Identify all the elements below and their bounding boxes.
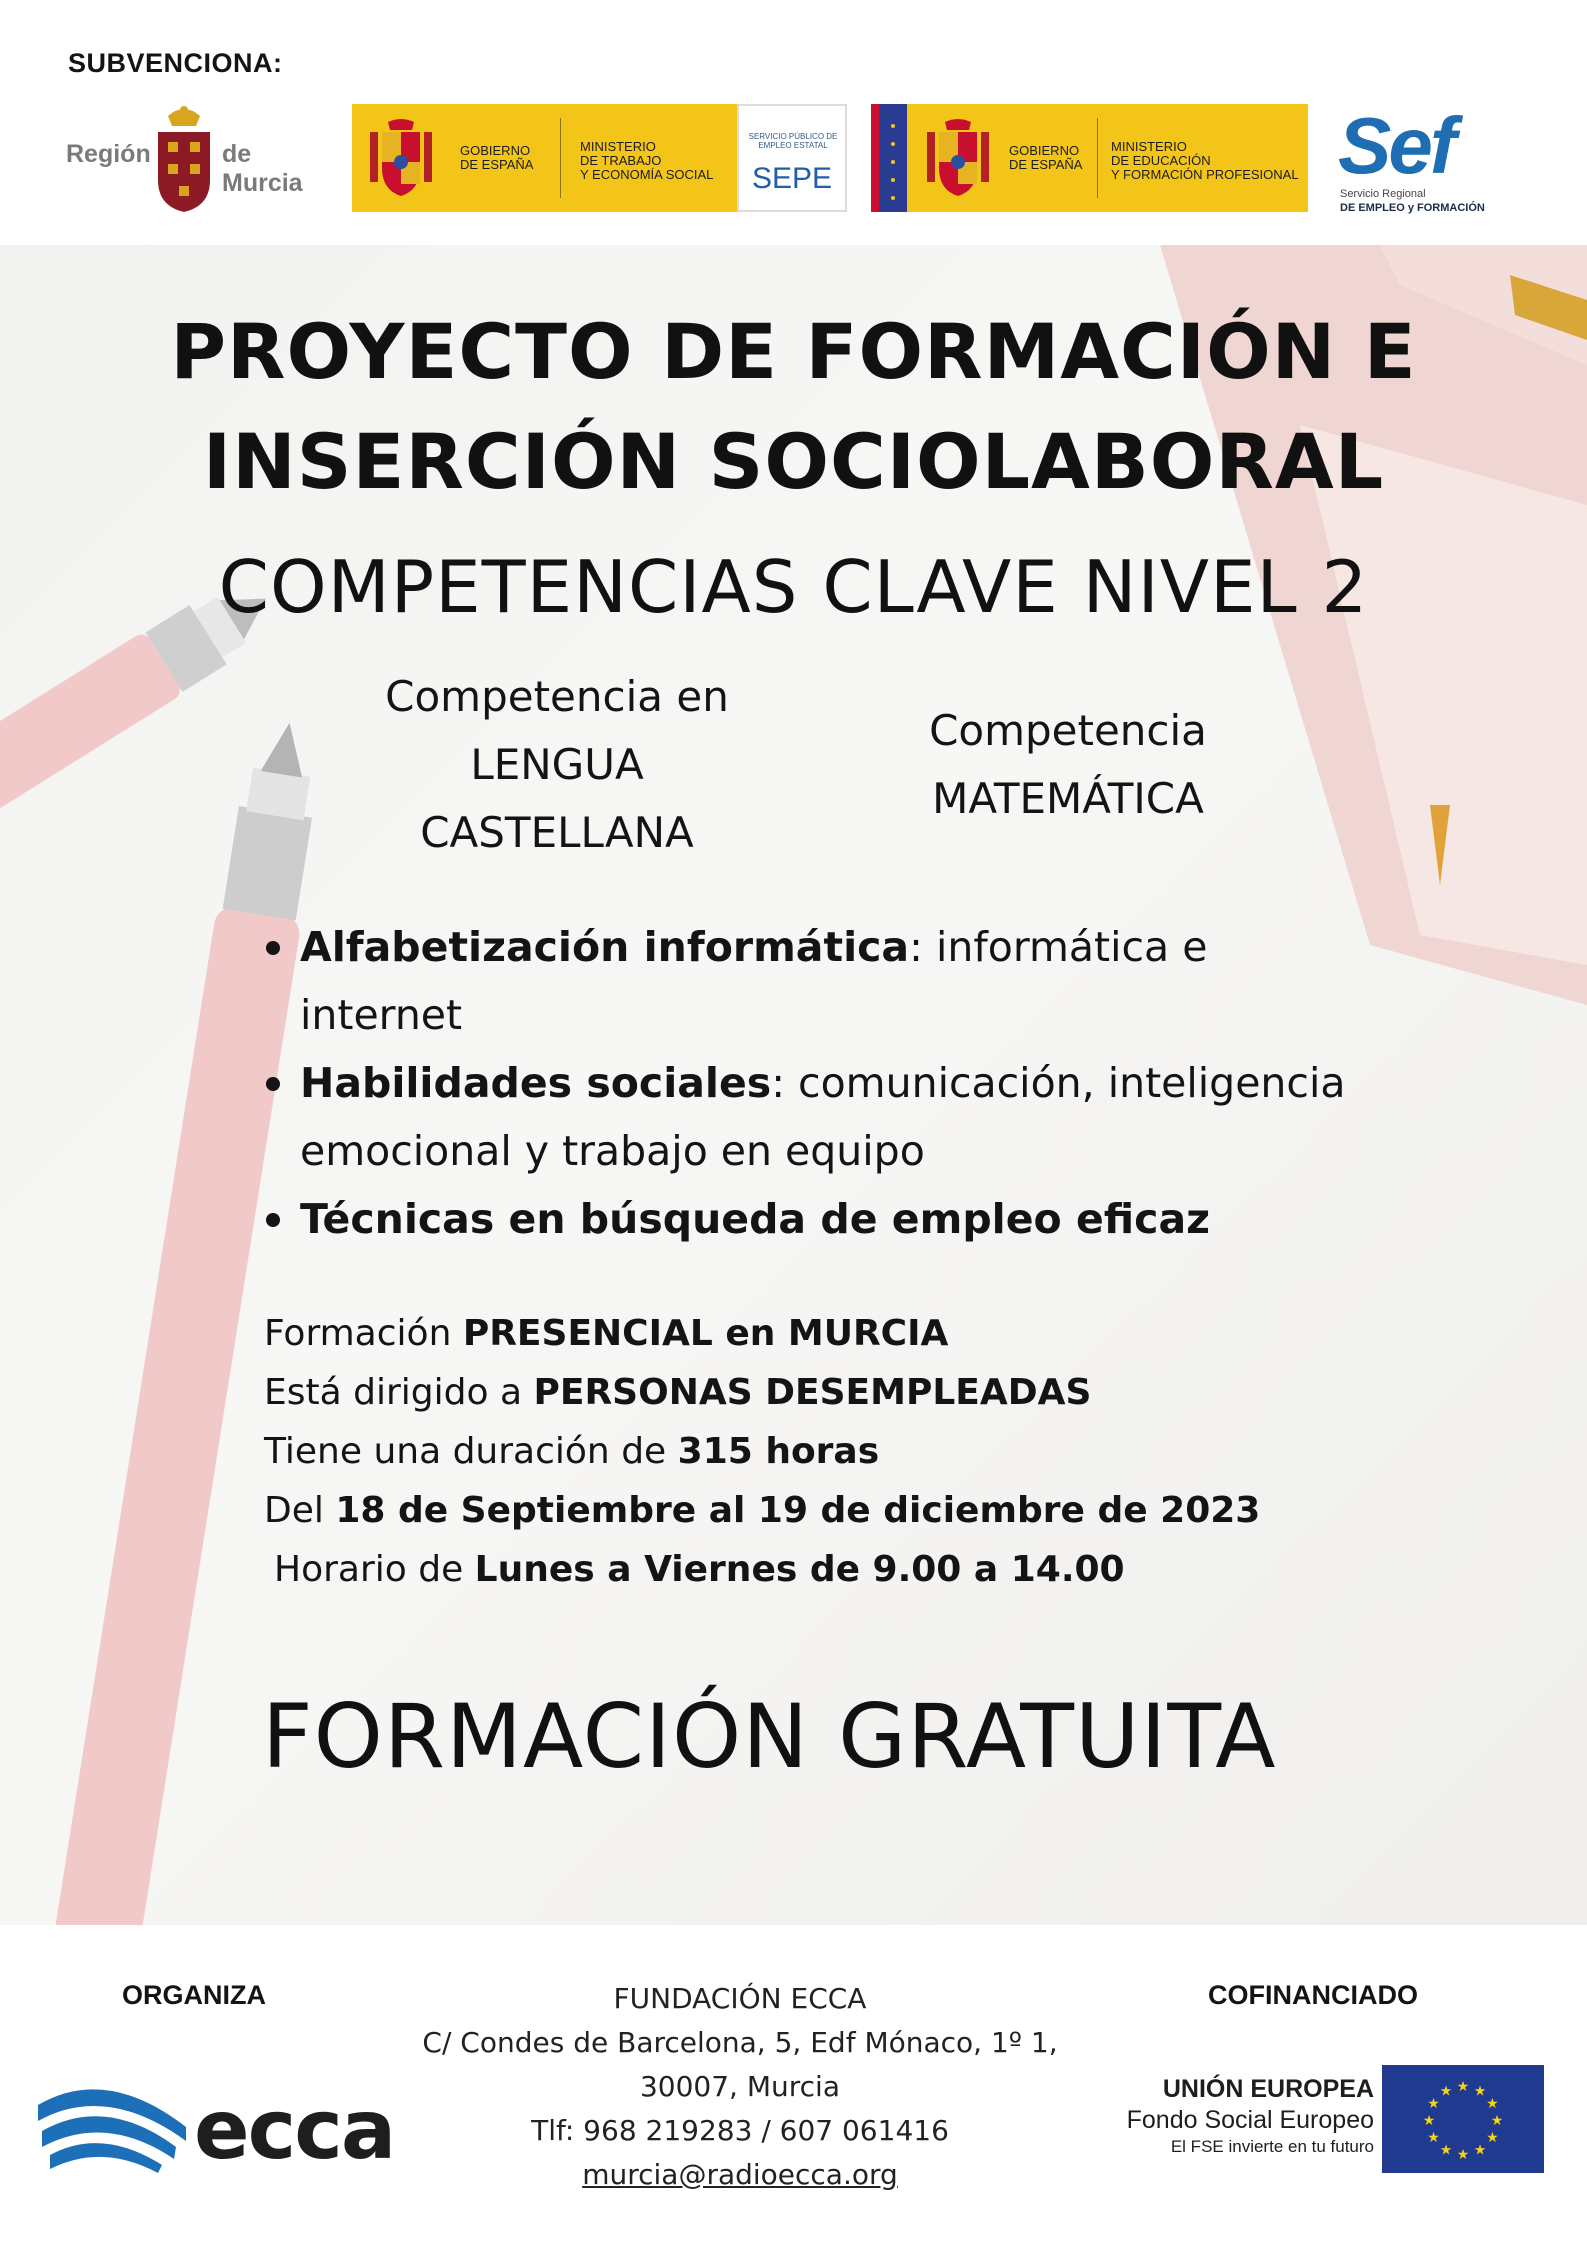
eu-star-icon: ★ — [1486, 2096, 1499, 2112]
ministerio-line-1: MINISTERIO — [580, 139, 656, 154]
gobierno-line-1: GOBIERNO — [1009, 143, 1080, 158]
eu-star-icon: ★ — [1486, 2130, 1499, 2146]
murcia-logo-text-left: Región — [66, 140, 151, 168]
info-value: PRESENCIAL en MURCIA — [462, 1313, 949, 1354]
ministerio-line-3: Y FORMACIÓN PROFESIONAL — [1111, 167, 1299, 182]
union-europea-logo — [1108, 2065, 1548, 2175]
ministerio-line-2: DE TRABAJO — [580, 153, 662, 168]
gobierno-line-1: GOBIERNO — [460, 143, 531, 158]
sponsor-header — [0, 0, 1587, 245]
spain-shield-icon — [923, 118, 993, 198]
eu-star-icon: ★ — [1439, 2142, 1453, 2159]
gobierno-trabajo-logo — [352, 104, 737, 212]
org-address-line-1: C/ Condes de Barcelona, 5, Edf Mónaco, 1º 1, — [422, 2026, 1058, 2059]
sepe-logo — [737, 104, 847, 212]
info-label: Formación — [264, 1313, 463, 1354]
organizer-contact — [380, 1977, 1100, 2197]
info-value: PERSONAS DESEMPLEADAS — [533, 1372, 1092, 1413]
list-item — [262, 1049, 1382, 1185]
ecca-waves-icon — [36, 2065, 196, 2175]
info-value: 18 de Septiembre al 19 de diciembre de 2023 — [335, 1490, 1261, 1531]
info-modalidad — [264, 1311, 948, 1357]
list-item — [262, 913, 1382, 1049]
info-horario — [274, 1547, 1125, 1593]
main-title-line-3: COMPETENCIAS CLAVE NIVEL 2 — [218, 545, 1369, 629]
eu-line-3: El FSE invierte en tu futuro — [1170, 2137, 1374, 2156]
eu-star-icon: ★ — [1427, 2130, 1440, 2146]
murcia-crest-icon — [154, 102, 214, 214]
bullet-dot-icon — [266, 941, 280, 955]
bullet-bold: Técnicas en búsqueda de empleo eficaz — [300, 1195, 1211, 1243]
eu-line-2: Fondo Social Europeo — [1126, 2106, 1374, 2134]
eu-star-icon: ★ — [1439, 2083, 1453, 2100]
ecca-name: ecca — [194, 2083, 395, 2178]
gobierno-line-2: DE ESPAÑA — [1009, 157, 1083, 172]
sef-name: Sef — [1338, 101, 1454, 190]
eu-line-1: UNIÓN EUROPEA — [1162, 2075, 1374, 2103]
gobierno-educacion-logo — [871, 104, 1308, 212]
eu-star-icon: ★ — [1490, 2113, 1504, 2129]
comp-mate-line-1: Competencia — [929, 706, 1207, 755]
sepe-name: SEPE — [751, 162, 833, 195]
sepe-subtitle: SERVICIO PÚBLICO DE EMPLEO ESTATAL — [748, 132, 838, 150]
org-address-line-2: 30007, Murcia — [639, 2070, 840, 2103]
info-fechas — [264, 1488, 1260, 1534]
hero-section — [0, 245, 1587, 1925]
eu-star-icon: ★ — [1456, 2147, 1470, 2163]
org-email-link[interactable]: murcia@radioecca.org — [582, 2158, 898, 2191]
ecca-logo — [36, 2065, 416, 2178]
info-label: Tiene una duración de — [264, 1431, 678, 1472]
eu-star-icon: ★ — [1473, 2142, 1487, 2159]
comp-lengua-line-3: CASTELLANA — [420, 808, 694, 857]
eu-star-icon: ★ — [1427, 2096, 1440, 2112]
sef-subtitle-2: DE EMPLEO y FORMACIÓN — [1340, 202, 1485, 214]
formacion-gratuita-heading: FORMACIÓN GRATUITA — [262, 1685, 1277, 1788]
gobierno-line-2: DE ESPAÑA — [460, 157, 534, 172]
subvenciona-label: SUBVENCIONA: — [68, 48, 283, 78]
main-title-line-2: INSERCIÓN SOCIOLABORAL — [202, 417, 1385, 506]
info-label: Del — [264, 1490, 336, 1531]
org-phone: Tlf: 968 219283 / 607 061416 — [531, 2114, 949, 2147]
spain-shield-icon — [366, 118, 436, 198]
divider — [560, 118, 561, 198]
bullet-list — [262, 913, 1382, 1253]
info-label: Está dirigido a — [264, 1372, 534, 1413]
sef-subtitle-1: Servicio Regional — [1340, 188, 1426, 200]
footer — [0, 1925, 1587, 2245]
ministerio-line-3: Y ECONOMÍA SOCIAL — [580, 167, 714, 182]
info-label: Horario de — [274, 1549, 475, 1590]
info-value: 315 horas — [677, 1431, 880, 1472]
competencia-lengua — [330, 663, 784, 867]
main-title-line-1: PROYECTO DE FORMACIÓN E — [170, 307, 1417, 396]
comp-mate-line-2: MATEMÁTICA — [932, 774, 1204, 823]
bullet-text: : comunicación, inteligencia emocional y trabajo en equipo — [300, 1059, 1346, 1175]
info-duracion — [264, 1429, 879, 1475]
bullet-bold: Habilidades sociales — [300, 1059, 772, 1107]
divider — [1097, 118, 1098, 198]
list-item — [262, 1185, 1382, 1253]
eu-star-icon: ★ — [1473, 2083, 1487, 2100]
ministerio-line-2: DE EDUCACIÓN — [1111, 153, 1211, 168]
bullet-dot-icon — [266, 1213, 280, 1227]
bullet-bold: Alfabetización informática — [300, 923, 910, 971]
eu-star-icon: ★ — [1456, 2079, 1470, 2095]
eu-flag-icon — [1382, 2065, 1544, 2173]
competencia-matematica — [868, 697, 1268, 833]
murcia-logo-text-right: de Murcia — [222, 140, 303, 197]
eu-flag-strip-icon — [871, 104, 907, 212]
organiza-label: ORGANIZA — [122, 1980, 266, 2010]
bullet-text: : informática e internet — [300, 923, 1208, 1039]
cofinanciado-label: COFINANCIADO — [1208, 1980, 1418, 2010]
sef-logo — [1336, 100, 1506, 220]
bullet-dot-icon — [266, 1077, 280, 1091]
org-name: FUNDACIÓN ECCA — [613, 1982, 867, 2015]
info-destinatarios — [264, 1370, 1091, 1416]
region-murcia-logo — [66, 98, 338, 218]
ministerio-line-1: MINISTERIO — [1111, 139, 1187, 154]
info-value: Lunes a Viernes de 9.00 a 14.00 — [474, 1549, 1125, 1590]
eu-star-icon: ★ — [1422, 2113, 1436, 2129]
comp-lengua-line-2: LENGUA — [470, 740, 644, 789]
comp-lengua-line-1: Competencia en — [385, 672, 729, 721]
